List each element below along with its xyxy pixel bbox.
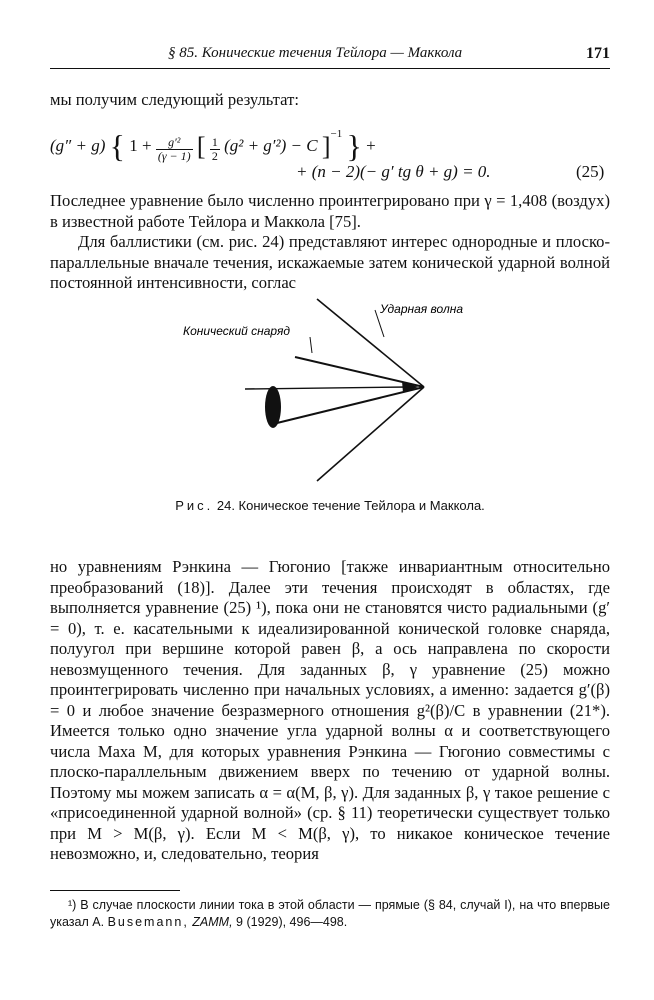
paragraph-2: Для баллистики (см. рис. 24) представляют интерес однородные и плоско-параллельные вначале течения, искажаемые затем конической ударной волной постоянной интенсивности, соглас	[50, 232, 610, 292]
eq-half	[210, 136, 220, 163]
paragraph-3: но уравнениям Рэнкина — Гюгонио [также инвариантным относительно преобразований (18)]. Далее эти течения происходят в областях, где выполняется уравнение (25) ¹), пока они не становятся чисто радиальными (g′ = 0), т. е. касательными к идеализированной конической головке снаряда, полуугол при вершине которой равен β, а ось направлена по скорости невозмущенного течения. Для заданных β, γ уравнение (25) можно проинтегрировать численно при начальных условиях, а именно: задается g′(β) = 0 и любое значение безразмерного отношения g²(β)/C в уравнении (21*). Имеется только одно значение угла ударной волны α и соответствующего числа Маха M, для которых уравнения Рэнкина — Гюгонио совместимы с плоско-параллельным движением вверх по течению от ударной волны. Поэтому мы можем записать α = α(M, β, γ). Для заданных β, γ такое решение с «присоединенной ударной волной» (ср. § 11) теоретически существует только при M > M(β, γ). Если M < M(β, γ), то никакое коническое течение невозможно, и, следовательно, теория	[50, 557, 610, 863]
eq-inner: (g² + g′²) − C	[224, 136, 318, 155]
equation-number: (25)	[576, 162, 605, 181]
page-number: 171	[586, 45, 610, 62]
footnote-author: Busemann,	[107, 915, 189, 929]
equation-line-1	[50, 128, 376, 165]
label-shock-wave: Ударная волна	[380, 302, 463, 316]
eq-plus: +	[361, 136, 376, 155]
eq-one: 1 +	[129, 136, 152, 155]
projectile-lower-edge	[277, 387, 424, 423]
brace-open: {	[109, 128, 125, 164]
projectile-base	[265, 386, 281, 428]
flow-arrow-shaft	[245, 387, 408, 389]
eq-fraction-1	[156, 136, 193, 163]
footnote-journal: ZAMM,	[192, 915, 233, 929]
footnote	[50, 897, 610, 931]
eq-lead: (g″ + g)	[50, 136, 106, 155]
eq-exponent: −1	[330, 128, 343, 140]
brace-close: }	[346, 128, 362, 164]
caption-text: 24. Коническое течение Тейлора и Маккола.	[216, 498, 485, 513]
figure-24	[170, 295, 490, 500]
footnote-marker: ¹)	[68, 898, 77, 912]
footnote-rule	[50, 890, 180, 891]
label-projectile: Конический снаряд	[183, 324, 290, 338]
figure-caption	[150, 498, 510, 514]
section-title: § 85. Конические течения Тейлора — Маккола	[168, 45, 463, 61]
paragraph-1: Последнее уравнение было численно проинтегрировано при γ = 1,408 (воздух) в известной работе Тейлора и Маккола [75].	[50, 191, 610, 231]
frac1-num: g′²	[156, 136, 193, 150]
header-rule	[50, 68, 610, 69]
intro-line: мы получим следующий результат:	[50, 90, 299, 109]
half-den: 2	[211, 149, 218, 163]
footnote-text: В случае плоскости линии тока в этой области — прямые (§ 84, случай I), на что впервые указал А.	[50, 898, 610, 929]
bracket-close: ]	[321, 132, 331, 161]
projectile-label-leader	[310, 337, 312, 353]
bracket-open: [	[196, 132, 206, 161]
footnote-citation: 9 (1929), 496—498.	[236, 915, 348, 929]
running-header	[50, 45, 610, 67]
caption-prefix: Рис.	[175, 498, 214, 513]
equation-line-2: + (n − 2)(− g′ tg θ + g) = 0.	[296, 162, 491, 181]
frac1-den: (γ − 1)	[157, 149, 191, 163]
half-num: 1	[211, 135, 218, 149]
